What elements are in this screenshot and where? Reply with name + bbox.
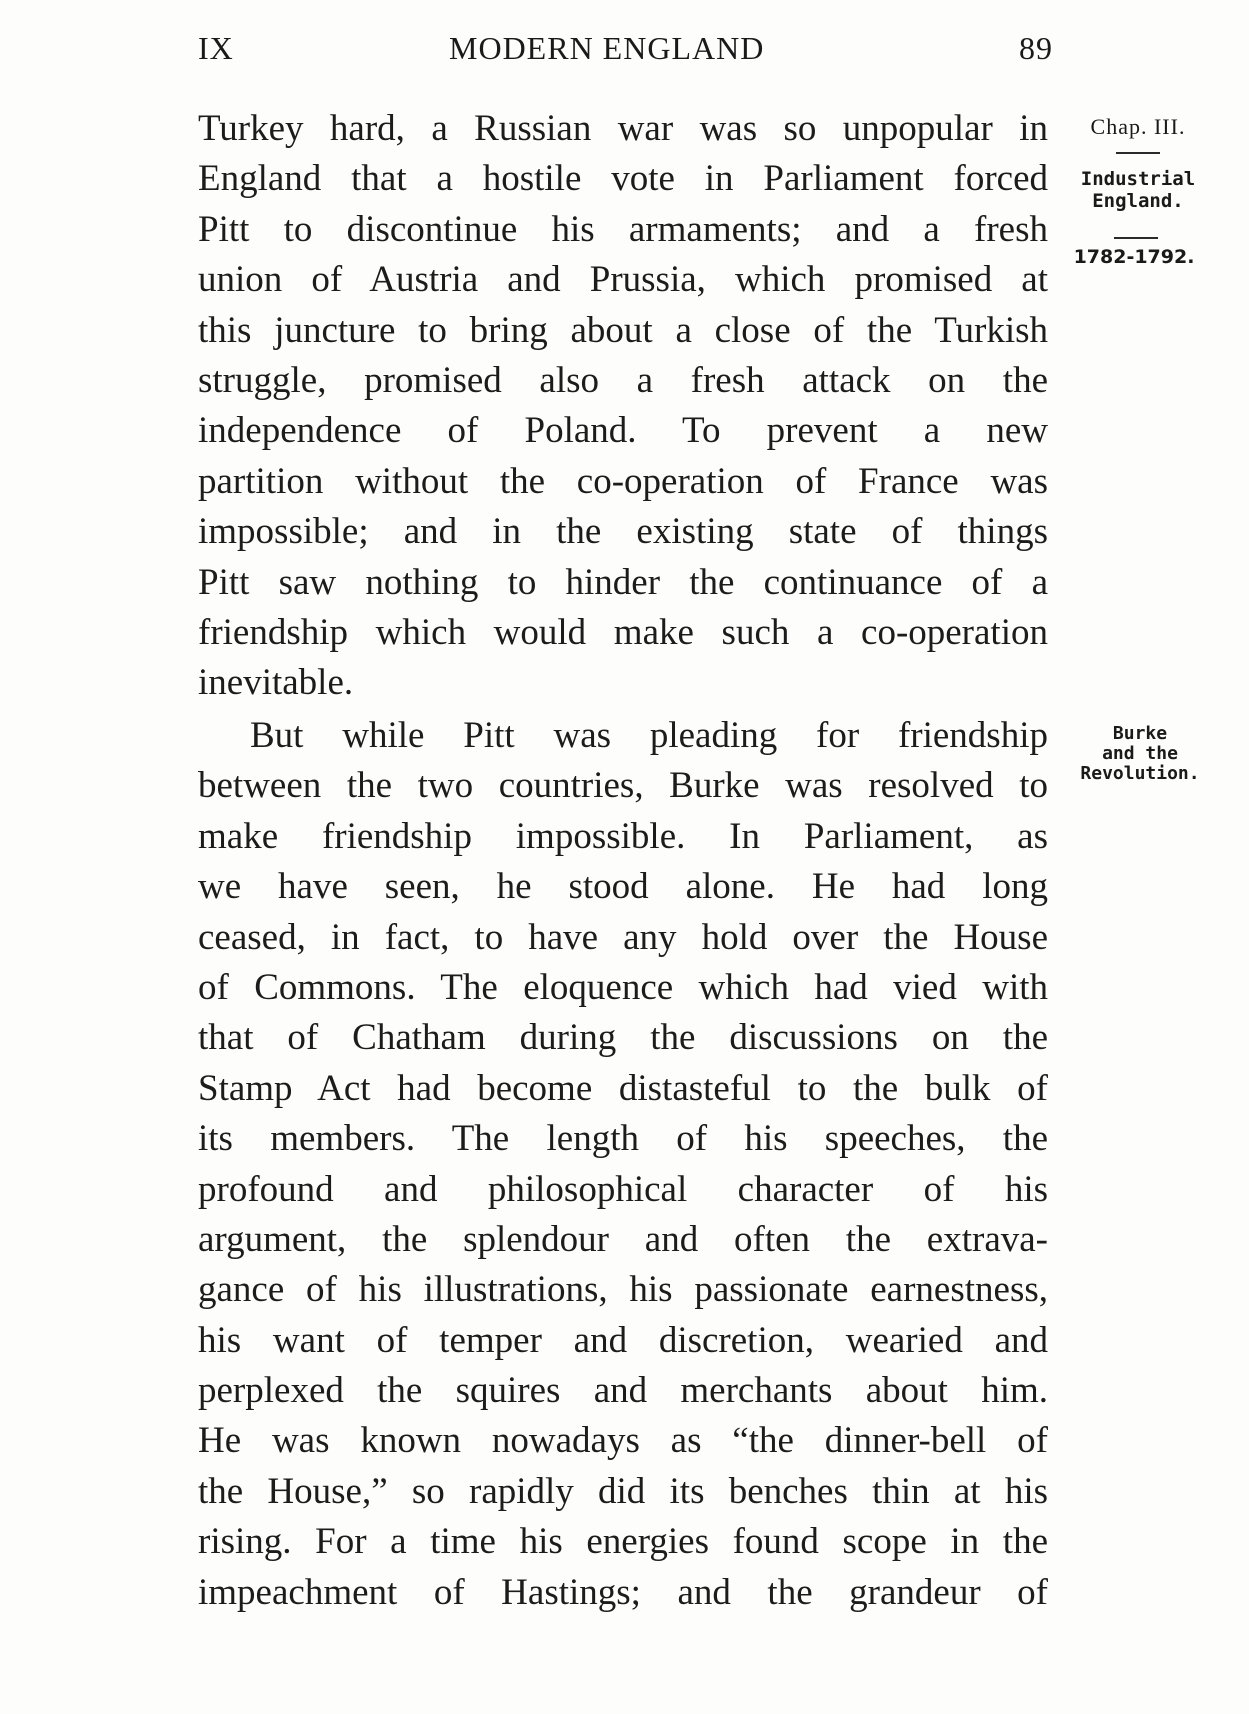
text-line: Pitt to discontinue his armaments; and a fresh: [198, 208, 1048, 250]
text-line: impeachment of Hastings; and the grandeur of: [198, 1571, 1048, 1613]
margin-years: 1782-1792.: [1073, 246, 1195, 268]
chapter-number: IX: [198, 30, 234, 66]
text-line: his want of temper and discretion, wearied and: [198, 1319, 1048, 1361]
text-line: argument, the splendour and often the extrava-: [198, 1218, 1048, 1260]
margin-section-line: England.: [1092, 190, 1184, 212]
margin-rule: [1114, 237, 1158, 239]
page-number: 89: [1019, 30, 1053, 66]
text-line: that of Chatham during the discussions on the: [198, 1017, 1048, 1059]
text-line: struggle, promised also a fresh attack on the: [198, 359, 1048, 401]
text-line: He was known nowadays as “the dinner-bell of: [198, 1420, 1048, 1462]
text-line: its members. The length of his speeches, the: [198, 1118, 1048, 1160]
paragraph-1: [198, 104, 1048, 709]
margin-section-note: [1063, 168, 1213, 212]
text-line: impossible; and in the existing state of things: [198, 511, 1048, 553]
text-line: ceased, in fact, to have any hold over the House: [198, 916, 1048, 958]
text-line: rising. For a time his energies found scope in the: [198, 1521, 1048, 1563]
margin-chapter-label: Chap. III.: [1090, 114, 1186, 139]
text-line: make friendship impossible. In Parliament, as: [198, 815, 1048, 857]
text-line: profound and philosophical character of his: [198, 1168, 1048, 1210]
margin-topic-note: [1075, 724, 1205, 784]
text-line: England that a hostile vote in Parliament forced: [198, 158, 1048, 200]
text-line: inevitable.: [198, 662, 354, 704]
text-line: Stamp Act had become distasteful to the bulk of: [198, 1067, 1048, 1109]
text-line: independence of Poland. To prevent a new: [198, 410, 1048, 452]
running-head: [198, 30, 1053, 78]
margin-rule: [1116, 152, 1160, 154]
margin-topic-line: Revolution.: [1080, 763, 1200, 784]
text-line: this juncture to bring about a close of the Turkish: [198, 309, 1048, 351]
text-line: between the two countries, Burke was resolved to: [198, 765, 1048, 807]
text-line: gance of his illustrations, his passionate earnestness,: [198, 1269, 1048, 1311]
text-line: Pitt saw nothing to hinder the continuance of a: [198, 561, 1048, 603]
text-line: we have seen, he stood alone. He had long: [198, 866, 1048, 908]
text-line: union of Austria and Prussia, which promised at: [198, 259, 1048, 301]
text-line: of Commons. The eloquence which had vied with: [198, 966, 1048, 1008]
paragraph-2: [198, 711, 1048, 1618]
margin-topic-line: Burke: [1112, 723, 1168, 744]
text-line: perplexed the squires and merchants about him.: [198, 1370, 1048, 1412]
text-line: But while Pitt was pleading for friendship: [250, 715, 1048, 756]
book-title: MODERN ENGLAND: [449, 30, 765, 66]
text-line: the House,” so rapidly did its benches thin at his: [198, 1470, 1048, 1512]
text-line: partition without the co-operation of France was: [198, 460, 1048, 502]
margin-section-line: Industrial: [1080, 168, 1196, 190]
margin-topic-line: and the: [1102, 743, 1178, 764]
text-line: friendship which would make such a co-operation: [198, 611, 1048, 653]
text-line: Turkey hard, a Russian war was so unpopular in: [198, 108, 1048, 149]
